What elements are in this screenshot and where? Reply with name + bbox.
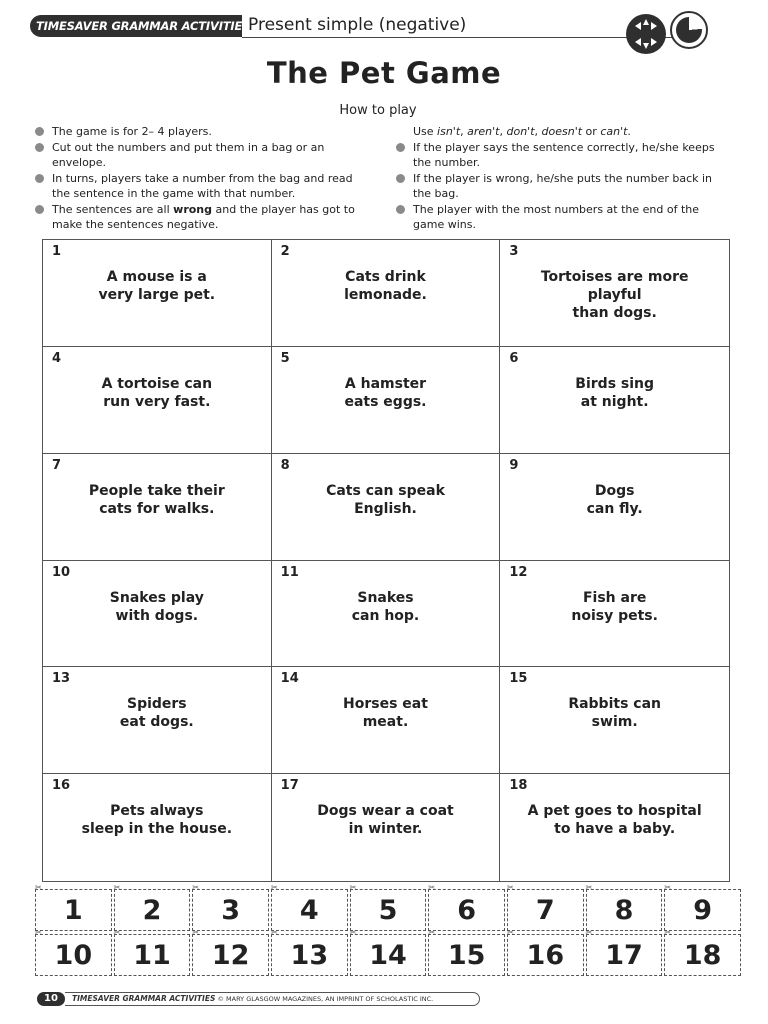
instruction-item: If the player is wrong, he/she puts the number back in the bag. [393, 171, 733, 202]
board-cell [500, 561, 729, 668]
game-board [42, 239, 730, 882]
scissors-icon: ✂ [192, 883, 200, 892]
series-label: TIMESAVER GRAMMAR ACTIVITIES [36, 19, 251, 33]
page-title: The Pet Game [266, 56, 502, 90]
number-card: ✂ 6 [428, 889, 505, 931]
scissors-icon: ✂ [428, 883, 436, 892]
board-cell [500, 667, 729, 774]
cell-number: 14 [280, 671, 299, 687]
instruction-item: The player with the most numbers at the end of the game wins. [393, 202, 733, 233]
instructions-right [393, 124, 733, 233]
cell-number: 17 [280, 778, 299, 794]
board-cell [272, 347, 501, 454]
board-cell [43, 667, 272, 774]
scissors-icon: ✂ [506, 883, 514, 892]
cross-arrows-icon [626, 14, 666, 54]
bullet-icon [35, 174, 44, 183]
bullet-icon [35, 205, 44, 214]
board-cell [43, 347, 272, 454]
board-cell [500, 347, 729, 454]
scissors-icon: ✂ [349, 928, 357, 937]
bullet-icon [35, 127, 44, 136]
number-card: ✂ 1 [35, 889, 112, 931]
board-cell [272, 774, 501, 881]
negative-forms-hint: Use isn't, aren't, don't, doesn't or can't. [413, 125, 631, 138]
cell-number: 10 [52, 564, 71, 580]
worksheet-subtitle: Present simple (negative) [248, 15, 467, 35]
number-card: ✂ 8 [586, 889, 663, 931]
number-card: ✂ 18 [664, 934, 741, 976]
cell-number: 5 [280, 350, 290, 366]
number-cards-row-1 [34, 883, 742, 931]
instruction-item: If the player says the sentence correctly, he/she keeps the number. [393, 140, 733, 171]
cell-sentence: Snakes can hop. [351, 589, 420, 624]
cell-sentence: Cats drink lemonade. [344, 269, 427, 303]
number-card: ✂ 14 [350, 934, 427, 976]
cell-number: 9 [509, 457, 519, 473]
board-cell [43, 454, 272, 561]
number-card: ✂ 16 [507, 934, 584, 976]
cell-sentence: Tortoises are more playful than dogs. [540, 269, 689, 321]
cell-number: 4 [52, 350, 62, 366]
number-card: ✂ 10 [35, 934, 112, 976]
number-card: ✂ 7 [507, 889, 584, 931]
cell-sentence: Dogs can fly. [586, 482, 643, 517]
scissors-icon: ✂ [349, 883, 357, 892]
scissors-icon: ✂ [664, 928, 672, 937]
scissors-icon: ✂ [428, 928, 436, 937]
cell-sentence: Dogs wear a coat in winter. [317, 803, 454, 838]
number-card: ✂ 3 [192, 889, 269, 931]
cell-sentence: Pets always sleep in the house. [81, 803, 233, 838]
cell-number: 7 [52, 457, 62, 473]
how-to-play-heading: How to play [339, 103, 417, 118]
cell-number: 6 [509, 350, 519, 366]
instruction-item: The game is for 2– 4 players. [32, 124, 372, 140]
number-card: ✂ 12 [192, 934, 269, 976]
footer-credit: TIMESAVER GRAMMAR ACTIVITIES © MARY GLASGOW MAGAZINES, AN IMPRINT OF SCHOLASTIC INC. [72, 994, 434, 1003]
board-cell [272, 240, 501, 347]
cell-number: 18 [509, 778, 528, 794]
scissors-icon: ✂ [113, 928, 121, 937]
scissors-icon: ✂ [585, 883, 593, 892]
cell-sentence: Birds sing at night. [575, 375, 655, 410]
cell-number: 15 [509, 671, 528, 687]
instruction-item: The sentences are all wrong and the player has got to make the sentences negative. [32, 202, 372, 233]
number-card: ✂ 17 [586, 934, 663, 976]
page-number: 10 [37, 992, 65, 1006]
cell-number: 16 [52, 778, 71, 794]
cell-sentence: A pet goes to hospital to have a baby. [527, 803, 702, 838]
board-cell [272, 454, 501, 561]
number-card: ✂ 9 [664, 889, 741, 931]
cell-number: 12 [509, 564, 528, 580]
cell-sentence: A hamster eats eggs. [344, 375, 427, 410]
scissors-icon: ✂ [192, 928, 200, 937]
number-cards-row-2 [34, 928, 742, 976]
cell-number: 11 [280, 564, 299, 580]
cell-number: 3 [509, 244, 519, 259]
board-cell [43, 240, 272, 347]
scissors-icon: ✂ [35, 883, 42, 892]
board-cell [272, 561, 501, 668]
cell-sentence: Spiders eat dogs. [119, 696, 194, 731]
number-card: ✂ 4 [271, 889, 348, 931]
board-cell [500, 240, 729, 347]
cell-number: 13 [52, 671, 71, 687]
scissors-icon: ✂ [585, 928, 593, 937]
cell-sentence: A tortoise can run very fast. [101, 375, 213, 410]
number-card: ✂ 13 [271, 934, 348, 976]
board-cell [500, 774, 729, 881]
number-card: ✂ 2 [114, 889, 191, 931]
board-cell [43, 561, 272, 668]
board-cell [43, 774, 272, 881]
bullet-icon [35, 143, 44, 152]
instruction-item: In turns, players take a number from the bag and read the sentence in the game with that number. [32, 171, 372, 202]
cell-sentence: Horses eat meat. [343, 696, 428, 731]
instructions-left [32, 124, 372, 233]
cell-sentence: Snakes play with dogs. [109, 589, 204, 624]
cell-sentence: A mouse is a very large pet. [98, 269, 216, 303]
cell-sentence: Rabbits can swim. [568, 696, 661, 731]
scissors-icon: ✂ [664, 883, 672, 892]
board-cell [272, 667, 501, 774]
number-card: ✂ 11 [114, 934, 191, 976]
scissors-icon: ✂ [270, 928, 278, 937]
scissors-icon: ✂ [270, 883, 278, 892]
number-card: ✂ 15 [428, 934, 505, 976]
board-cell [500, 454, 729, 561]
cell-number: 2 [280, 244, 290, 259]
scissors-icon: ✂ [113, 883, 121, 892]
cell-number: 1 [52, 244, 62, 259]
bullet-icon [396, 143, 405, 152]
instruction-item: Cut out the numbers and put them in a bag or an envelope. [32, 140, 372, 171]
scissors-icon: ✂ [506, 928, 514, 937]
clock-icon [670, 11, 708, 49]
cell-sentence: People take their cats for walks. [88, 482, 225, 517]
number-card: ✂ 5 [350, 889, 427, 931]
cell-sentence: Cats can speak English. [326, 482, 445, 517]
bullet-icon [396, 174, 405, 183]
bullet-icon [396, 205, 405, 214]
cell-sentence: Fish are noisy pets. [571, 589, 658, 624]
scissors-icon: ✂ [35, 928, 42, 937]
cell-number: 8 [280, 457, 290, 473]
